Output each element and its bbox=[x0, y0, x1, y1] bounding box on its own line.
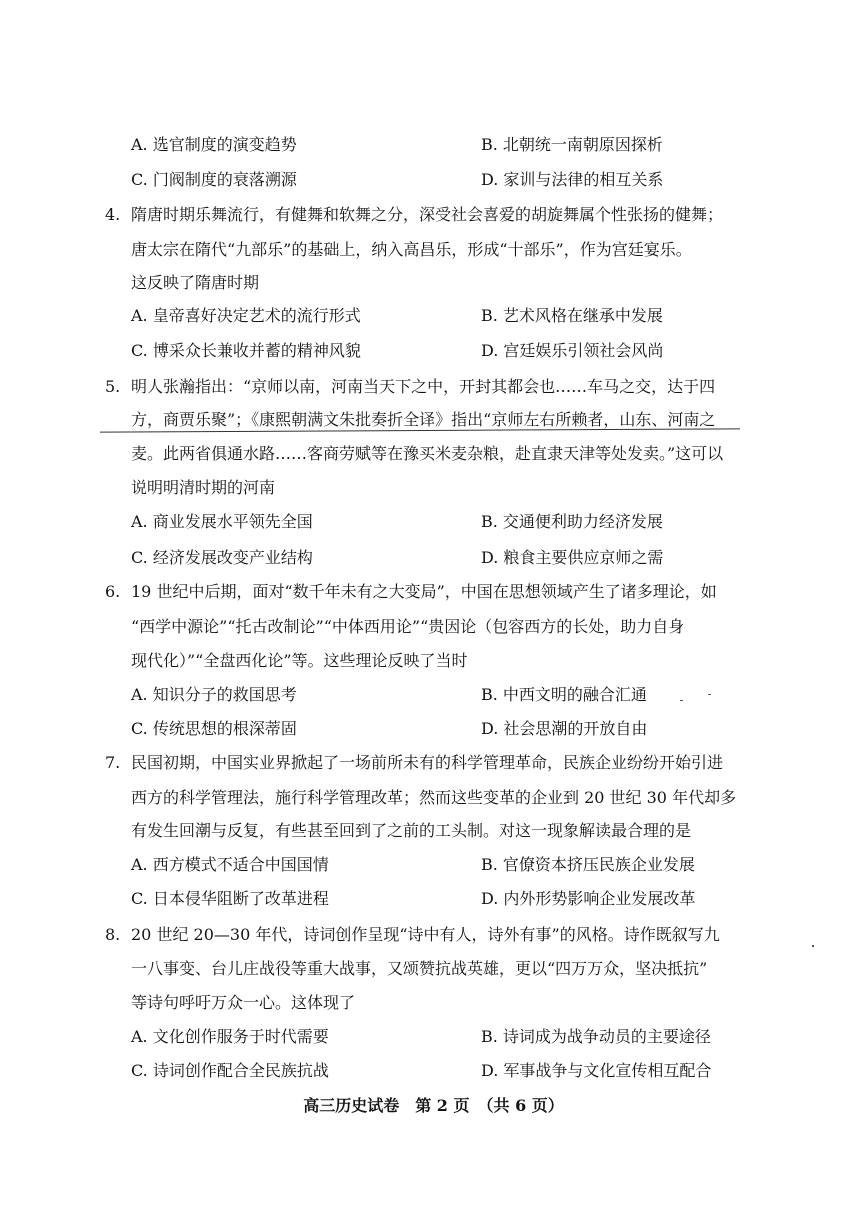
scan-speck bbox=[680, 700, 683, 701]
q5-number: 5. bbox=[105, 377, 121, 396]
q6-stem-line: 19 世纪中后期，面对“数千年未有之大变局”，中国在思想领域产生了诸多理论，如 bbox=[131, 582, 717, 601]
q7-number: 7. bbox=[105, 753, 121, 772]
q7-option-d: D. 内外形势影响企业发展改革 bbox=[481, 889, 696, 908]
q3-option-c: C. 门阀制度的衰落溯源 bbox=[131, 170, 297, 189]
q5-stem-line: 麦。此两省俱通水路……客商劳赋等在豫买米麦杂粮，赴直隶天津等处发卖。”这可以 bbox=[131, 444, 724, 463]
scan-speck bbox=[708, 694, 711, 695]
q5-option-b: B. 交通便利助力经济发展 bbox=[481, 512, 663, 531]
q6-option-b: B. 中西文明的融合汇通 bbox=[481, 685, 647, 704]
q3-option-d: D. 家训与法律的相互关系 bbox=[481, 170, 664, 189]
q7-stem-line: 民国初期，中国实业界掀起了一场前所未有的科学管理革命，民族企业纷纷开始引进 bbox=[131, 753, 724, 772]
q8-option-c: C. 诗词创作配合全民族抗战 bbox=[131, 1061, 329, 1080]
q8-stem-line: 一八事变、台儿庄战役等重大战事，又颂赞抗战英雄，更以“四万万众，坚决抵抗” bbox=[131, 959, 708, 978]
q4-option-c: C. 博采众长兼收并蓄的精神风貌 bbox=[131, 341, 361, 360]
q8-option-d: D. 军事战争与文化宣传相互配合 bbox=[481, 1061, 712, 1080]
q5-stem-line: 明人张瀚指出：“京师以南，河南当天下之中，开封其都会也……车马之交，达于四 bbox=[131, 377, 716, 396]
q5-option-d: D. 粮食主要供应京师之需 bbox=[481, 548, 664, 567]
q5-option-a: A. 商业发展水平领先全国 bbox=[131, 512, 313, 531]
q4-option-d: D. 宫廷娱乐引领社会风尚 bbox=[481, 341, 664, 360]
q4-number: 4. bbox=[105, 205, 121, 224]
q4-option-b: B. 艺术风格在继承中发展 bbox=[481, 306, 663, 325]
q7-option-b: B. 官僚资本挤压民族企业发展 bbox=[481, 855, 695, 874]
q5-stem-line: 方，商贾乐聚”；《康熙朝满文朱批奏折全译》指出“京师左右所赖者，山东、河南之 bbox=[131, 410, 716, 429]
q8-stem-line: 等诗句呼吁万众一心。这体现了 bbox=[131, 993, 356, 1012]
q6-stem-line: 现代化）”“全盘西化论”等。这些理论反映了当时 bbox=[131, 651, 468, 670]
q7-stem-line: 西方的科学管理法，施行科学管理改革；然而这些变革的企业到 20 世纪 30 年代却多 bbox=[131, 788, 737, 807]
q8-option-a: A. 文化创作服务于时代需要 bbox=[131, 1027, 329, 1046]
q8-stem-line: 20 世纪 20—30 年代，诗词创作呈现“诗中有人，诗外有事”的风格。诗作既叙写九 bbox=[131, 925, 720, 944]
q3-option-b: B. 北朝统一南朝原因探析 bbox=[481, 135, 663, 154]
page-footer: 高三历史试卷 第 2 页 （共 6 页） bbox=[303, 1096, 564, 1115]
q4-stem-line: 这反映了隋唐时期 bbox=[131, 273, 260, 292]
q7-stem-line: 有发生回潮与反复，有些甚至回到了之前的工头制。对这一现象解读最合理的是 bbox=[131, 821, 692, 840]
q7-option-a: A. 西方模式不适合中国国情 bbox=[131, 855, 329, 874]
q4-option-a: A. 皇帝喜好决定艺术的流行形式 bbox=[131, 306, 361, 325]
q6-number: 6. bbox=[105, 582, 121, 601]
q5-option-c: C. 经济发展改变产业结构 bbox=[131, 548, 313, 567]
q8-number: 8. bbox=[105, 925, 121, 944]
q4-stem-line: 隋唐时期乐舞流行，有健舞和软舞之分，深受社会喜爱的胡旋舞属个性张扬的健舞； bbox=[131, 205, 724, 224]
q6-option-c: C. 传统思想的根深蒂固 bbox=[131, 719, 297, 738]
q3-option-a: A. 选官制度的演变趋势 bbox=[131, 135, 297, 154]
scan-speck bbox=[812, 945, 814, 947]
q8-option-b: B. 诗词成为战争动员的主要途径 bbox=[481, 1027, 711, 1046]
q4-stem-line: 唐太宗在隋代“九部乐”的基础上，纳入高昌乐，形成“十部乐”，作为宫廷宴乐。 bbox=[131, 240, 692, 259]
q5-stem-line: 说明明清时期的河南 bbox=[131, 478, 276, 497]
q6-option-a: A. 知识分子的救国思考 bbox=[131, 685, 297, 704]
q7-option-c: C. 日本侵华阻断了改革进程 bbox=[131, 889, 329, 908]
q6-option-d: D. 社会思潮的开放自由 bbox=[481, 719, 648, 738]
q6-stem-line: “西学中源论”“托古改制论”“中体西用论”“贵因论（包容西方的长处，助力自身 bbox=[131, 617, 685, 636]
